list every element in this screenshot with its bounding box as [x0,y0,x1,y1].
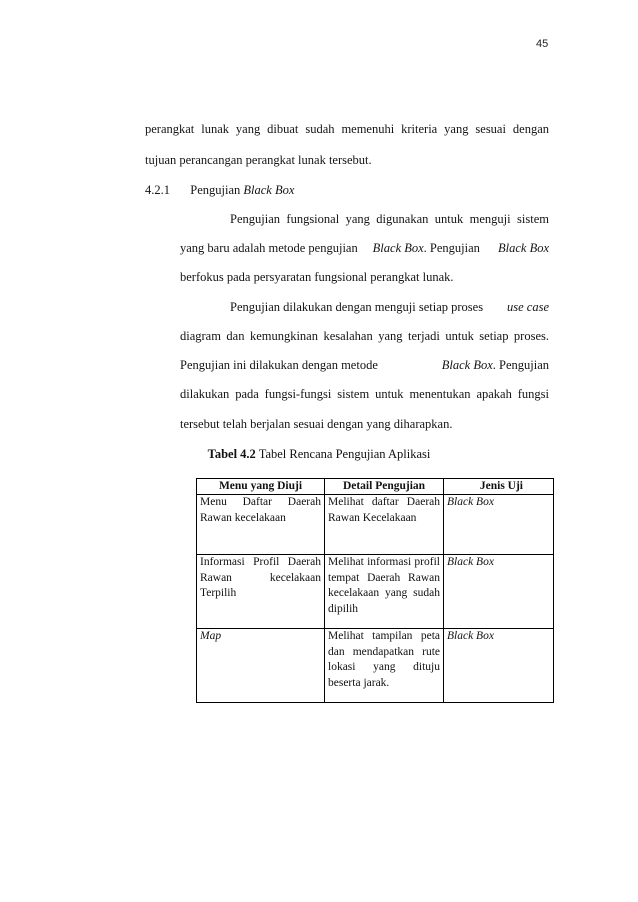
column-header: Menu yang Diuji [197,479,325,495]
column-header: Detail Pengujian [325,479,444,495]
italic-term: Black Box [372,241,424,255]
text-segment [442,358,549,373]
text-segment: . Pengujian [492,358,549,372]
detail-cell: Melihat tampilan peta dan mendapatkan rute lokasi yang dituju beserta jarak. [325,629,444,703]
body-text-line: dilakukan pada fungsi-fungsi sistem untuk menentukan apakah fungsi [180,387,549,401]
section-heading [145,183,294,198]
body-text-line: berfokus pada persyaratan fungsional perangkat lunak. [180,270,454,284]
italic-term: Black Box [441,358,493,372]
menu-cell: Informasi Profil Daerah Rawan kecelakaan Terpilih [197,555,325,629]
table-row [197,555,554,629]
body-text-line [230,300,549,315]
body-text-line: diagram dan kemungkinan kesalahan yang terjadi untuk setiap proses. [180,329,549,343]
menu-cell: Map [197,629,325,703]
column-header: Jenis Uji [444,479,554,495]
text-segment: Pengujian ini dilakukan dengan metode [180,358,378,372]
body-text-line: tersebut telah berjalan sesuai dengan yang diharapkan. [180,417,453,431]
italic-term: Black Box [497,241,549,255]
type-cell: Black Box [444,555,554,629]
page-number: 45 [536,38,549,50]
menu-cell: Menu Daftar Daerah Rawan kecelakaan [197,495,325,555]
table-row [197,495,554,555]
table-caption-label: Tabel 4.2 [207,447,256,461]
type-cell: Black Box [444,495,554,555]
section-number: 4.2.1 [145,183,170,197]
body-text-line: perangkat lunak yang dibuat sudah memenuhi kriteria yang sesuai dengan [145,122,549,136]
text-segment [373,241,483,256]
section-title-italic: Black Box [243,183,295,197]
text-segment: Pengujian dilakukan dengan menguji setiap proses [230,300,484,314]
table-caption-text: Tabel Rencana Pengujian Aplikasi [258,447,431,461]
text-segment: . Pengujian [423,241,480,255]
table-caption [0,447,638,462]
detail-cell: Melihat daftar Daerah Rawan Kecelakaan [325,495,444,555]
body-text-line [180,241,549,256]
table-row [197,629,554,703]
body-text-line: Pengujian fungsional yang digunakan untuk menguji sistem [230,212,549,226]
text-segment: yang baru adalah metode pengujian [180,241,358,255]
test-plan-table [196,478,554,703]
body-text-line: tujuan perancangan perangkat lunak tersebut. [145,153,372,167]
detail-cell: Melihat informasi profil tempat Daerah Rawan kecelakaan yang sudah dipilih [325,555,444,629]
section-title: Pengujian [190,183,241,197]
table-header-row [197,479,554,495]
body-text-line [180,358,549,373]
italic-term: use case [507,300,549,314]
type-cell: Black Box [444,629,554,703]
